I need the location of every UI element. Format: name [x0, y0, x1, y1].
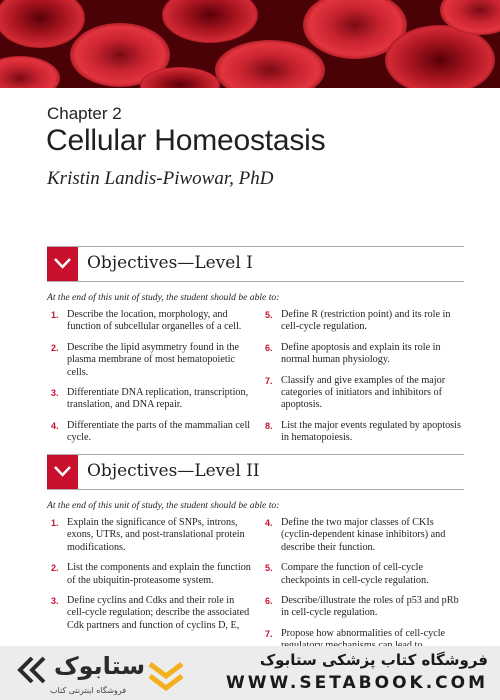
red-blood-cells-banner	[0, 0, 500, 88]
objectives-level-2-left-list	[51, 517, 251, 640]
blood-cells-image	[0, 0, 500, 88]
item-text: List the major events regulated by apoptosis in hematopoiesis.	[281, 419, 461, 444]
objectives-level-2-right-list	[265, 517, 465, 661]
item-text: Differentiate the parts of the mammalian cell cycle.	[67, 419, 251, 444]
list-item	[51, 309, 251, 334]
list-item	[265, 595, 465, 620]
item-text: Classify and give examples of the major categories of initiators and inhibitors of apoptosis.	[281, 374, 446, 411]
list-item	[51, 420, 251, 445]
chevron-left-icon	[10, 650, 50, 690]
item-text: Describe the location, morphology, and function of subcellular organelles of a cell.	[67, 309, 242, 333]
list-item	[51, 517, 251, 554]
objectives-level-2-title: Objectives—Level II	[87, 461, 260, 481]
objectives-level-1-title: Objectives—Level I	[87, 253, 253, 273]
list-item	[51, 387, 251, 412]
list-item	[265, 517, 465, 554]
item-number: 4.	[51, 420, 59, 431]
setabook-logo[interactable]	[10, 650, 146, 695]
item-text: Differentiate DNA replication, transcription, translation, and DNA repair.	[67, 387, 249, 411]
item-number: 7.	[265, 375, 273, 386]
item-text: Describe the lipid asymmetry found in the plasma membrane of most hematopoietic cells.	[67, 341, 240, 378]
chapter-title: Cellular Homeostasis	[46, 124, 326, 157]
objectives-level-1-header	[47, 246, 464, 282]
list-item	[265, 420, 465, 445]
item-number: 6.	[265, 596, 273, 607]
item-number: 1.	[51, 518, 59, 528]
item-number: 1.	[51, 310, 59, 320]
item-text: Define apoptosis and explain its role in normal human physiology.	[281, 341, 441, 366]
item-text: Compare the function of cell-cycle checkpoints in cell-cycle regulation.	[281, 562, 429, 586]
logo-chevron-mark-icon	[146, 654, 186, 694]
list-item	[265, 562, 465, 587]
item-number: 5.	[265, 563, 273, 574]
objectives-level-1-intro: At the end of this unit of study, the student should be able to:	[47, 292, 280, 303]
objectives-level-1-right-list	[265, 309, 465, 453]
item-number: 4.	[265, 518, 273, 528]
item-number: 3.	[51, 596, 59, 607]
item-number: 2.	[51, 563, 59, 574]
item-text: Describe/illustrate the roles of p53 and pRb in cell-cycle regulation.	[281, 595, 459, 619]
list-item	[51, 562, 251, 587]
chapter-label: Chapter 2	[47, 104, 122, 123]
list-item	[265, 309, 465, 334]
item-number: 2.	[51, 342, 59, 353]
item-number: 3.	[51, 388, 59, 399]
store-name: فروشگاه کتاب پزشکی ستابوک	[259, 651, 488, 669]
item-text: Propose how abnormalities of cell-cycle	[281, 627, 446, 639]
item-number: 6.	[265, 342, 273, 353]
list-item	[51, 595, 251, 632]
item-text: List the components and explain the function of the ubiquitin-proteasome system.	[67, 562, 251, 586]
item-number: 7.	[265, 628, 273, 639]
chevron-down-icon	[47, 247, 78, 281]
item-text: Define the two major classes of CKIs (cyclin-dependent kinase inhibitors) and describe their function.	[281, 517, 446, 553]
chevron-down-icon	[47, 455, 78, 489]
item-text: Explain the significance of SNPs, introns, exons, UTRs, and post-translational protein modifications.	[67, 517, 245, 553]
list-item	[265, 375, 465, 412]
footer-banner	[0, 646, 500, 700]
list-item	[51, 342, 251, 379]
logo-subtitle: فروشگاه اینترنتی کتاب	[50, 686, 127, 695]
objectives-level-1-left-list	[51, 309, 251, 453]
item-number: 8.	[265, 420, 273, 431]
objectives-level-2-intro: At the end of this unit of study, the student should be able to:	[47, 500, 280, 511]
list-item	[265, 342, 465, 367]
item-text: Define cyclins and Cdks and their role in cell-cycle regulation; describe the associated Cdk partners and function of cyclins D, E,	[67, 595, 250, 631]
item-text: Define R (restriction point) and its role in cell-cycle regulation.	[281, 309, 451, 333]
store-url[interactable]: WWW.SETABOOK.COM	[226, 673, 488, 693]
author-name: Kristin Landis-Piwowar, PhD	[47, 168, 274, 189]
item-number: 5.	[265, 310, 273, 320]
logo-text: ستابوک	[54, 652, 146, 680]
objectives-level-2-header	[47, 454, 464, 490]
